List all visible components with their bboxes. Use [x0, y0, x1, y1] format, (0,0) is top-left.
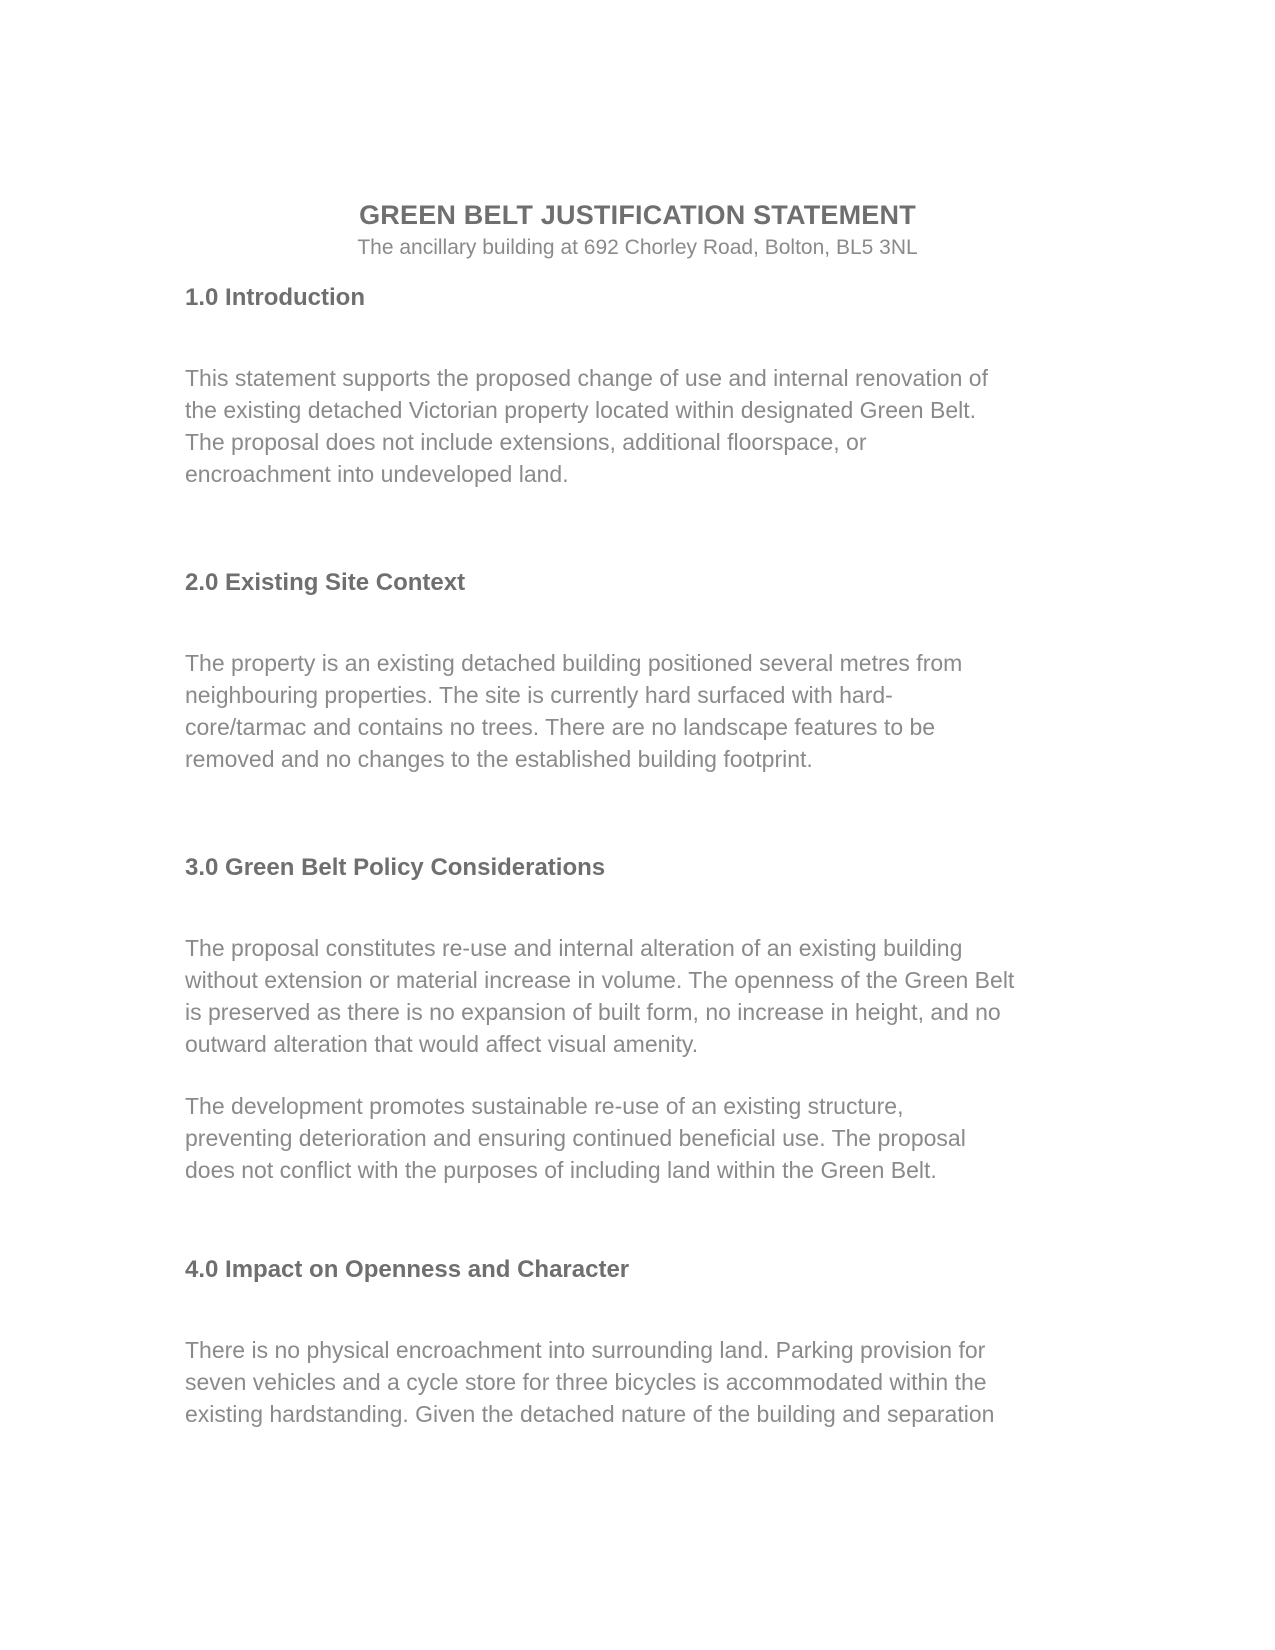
- paragraph-line: is preserved as there is no expansion of built form, no increase in height, and no: [185, 999, 1001, 1025]
- paragraph-line: The proposal does not include extensions, additional floorspace, or: [185, 429, 867, 455]
- section-paragraph: [185, 647, 1085, 775]
- section-paragraph: [185, 1090, 1085, 1186]
- document-header: [0, 198, 1275, 262]
- paragraph-line: existing hardstanding. Given the detached nature of the building and separation: [185, 1401, 995, 1427]
- paragraph-line: seven vehicles and a cycle store for three bicycles is accommodated within the: [185, 1369, 987, 1395]
- paragraph-line: The development promotes sustainable re-use of an existing structure,: [185, 1093, 904, 1119]
- paragraph-line: does not conflict with the purposes of including land within the Green Belt.: [185, 1157, 937, 1183]
- section-heading-impact-on-openness: 4.0 Impact on Openness and Character: [185, 1256, 630, 1283]
- paragraph-line: the existing detached Victorian property located within designated Green Belt.: [185, 397, 977, 423]
- paragraph-line: outward alteration that would affect visual amenity.: [185, 1031, 699, 1057]
- section-heading-existing-site-context: 2.0 Existing Site Context: [185, 569, 466, 596]
- section-paragraph: [185, 1334, 1085, 1430]
- paragraph-line: without extension or material increase in volume. The openness of the Green Belt: [185, 967, 1015, 993]
- section-heading-introduction: 1.0 Introduction: [185, 284, 365, 311]
- paragraph-line: encroachment into undeveloped land.: [185, 461, 569, 487]
- section-paragraph: [185, 362, 1085, 490]
- paragraph-line: core/tarmac and contains no trees. There are no landscape features to be: [185, 714, 936, 740]
- paragraph-line: removed and no changes to the established building footprint.: [185, 746, 813, 772]
- document-title: GREEN BELT JUSTIFICATION STATEMENT: [359, 200, 916, 230]
- document-subtitle: The ancillary building at 692 Chorley Road, Bolton, BL5 3NL: [357, 236, 918, 259]
- paragraph-line: This statement supports the proposed change of use and internal renovation of: [185, 365, 988, 391]
- paragraph-line: neighbouring properties. The site is currently hard surfaced with hard-: [185, 682, 893, 708]
- paragraph-line: preventing deterioration and ensuring continued beneficial use. The proposal: [185, 1125, 966, 1151]
- paragraph-line: There is no physical encroachment into surrounding land. Parking provision for: [185, 1337, 986, 1363]
- paragraph-line: The proposal constitutes re-use and internal alteration of an existing building: [185, 935, 963, 961]
- section-heading-green-belt-policy: 3.0 Green Belt Policy Considerations: [185, 854, 606, 881]
- paragraph-line: The property is an existing detached building positioned several metres from: [185, 650, 963, 676]
- section-paragraph: [185, 932, 1085, 1060]
